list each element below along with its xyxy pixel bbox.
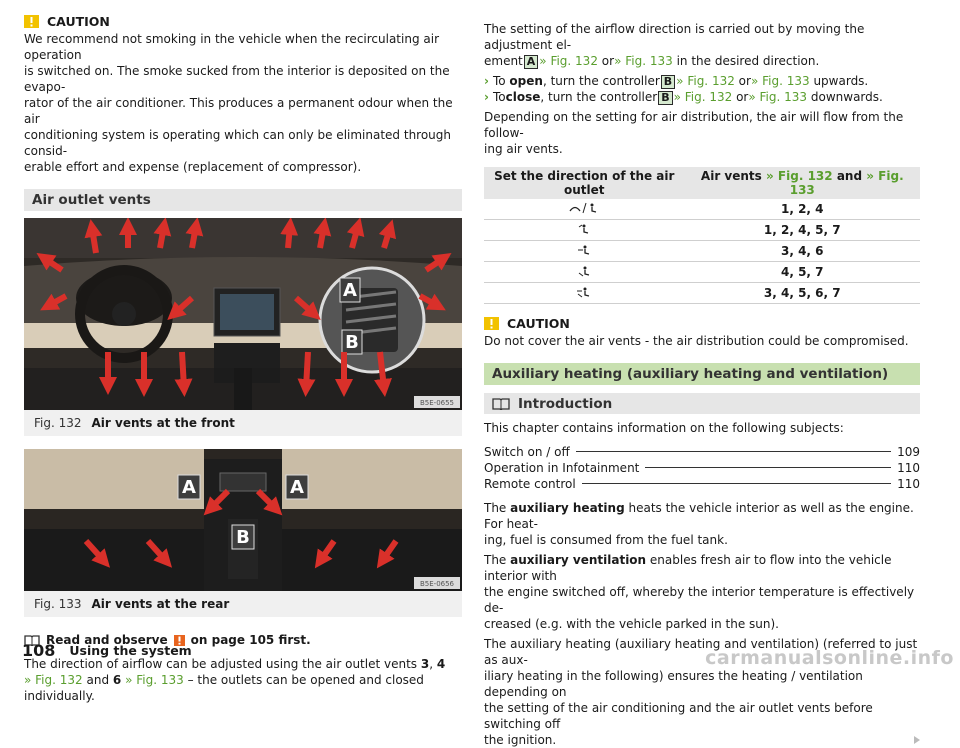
para-text: the engine switched off, whereby the interior temperature is effectively de- <box>484 585 915 615</box>
para-text: creased (e.g. with the vehicle parked in the sun). <box>484 617 779 631</box>
para-text: iliary heating in the following) ensures the heating / ventilation depending on <box>484 669 863 699</box>
figure-title: Air vents at the rear <box>91 597 230 611</box>
watermark: carmanualsonline.info <box>705 647 954 669</box>
warning-icon <box>484 317 499 330</box>
toc-page: 110 <box>897 477 920 491</box>
para-text: or <box>601 54 615 68</box>
rear-vents-illustration <box>24 449 462 591</box>
footwell-icon <box>484 262 685 283</box>
para-text: or <box>738 74 751 88</box>
table-row <box>484 283 920 304</box>
bold-term: open <box>509 74 543 88</box>
para-text: downwards. <box>810 90 883 104</box>
toc-entry[interactable] <box>484 444 920 460</box>
vent-list: 4, 5, 7 <box>685 262 920 283</box>
book-icon <box>492 397 510 410</box>
para-text: To <box>492 90 506 104</box>
vent-list: 1, 2, 4 <box>685 199 920 220</box>
bold-term: auxiliary heating <box>510 501 625 515</box>
section-title: Air outlet vents <box>32 192 151 208</box>
svg-text:B: B <box>236 527 250 548</box>
svg-text:A: A <box>343 280 357 301</box>
toc-label: Operation in Infotainment <box>484 461 640 475</box>
fig-link[interactable]: » Fig. 132 <box>766 169 833 183</box>
table-row <box>484 220 920 241</box>
caution-title: CAUTION <box>507 316 570 331</box>
para-text: , turn the controller <box>540 90 658 104</box>
element-B-label: B <box>658 91 672 105</box>
page-footer <box>22 641 192 660</box>
table-row <box>484 262 920 283</box>
para-text: The setting of the airflow direction is carried out by moving the adjustment el- <box>484 22 865 52</box>
distribution-paragraph <box>484 109 920 157</box>
table-header-direction <box>484 167 685 199</box>
figure-132-caption <box>24 410 462 436</box>
vent-number: 6 <box>112 673 122 687</box>
caution-text: Do not cover the air vents - the air distribution could be compromised. <box>484 334 909 348</box>
bullet-arrow-icon: › <box>484 90 489 104</box>
para-text: the ignition. <box>484 733 557 747</box>
toc-entry[interactable] <box>484 476 920 492</box>
fig-link[interactable]: » Fig. 133 <box>125 673 184 687</box>
para-text: The direction of airflow can be adjusted using the air outlet vents <box>24 657 418 671</box>
bullet-close <box>484 89 920 105</box>
para-text: or <box>736 90 749 104</box>
windscreen-icon <box>484 220 685 241</box>
caution-line: is switched on. The smoke sucked from the interior is deposited on the evapo- <box>24 64 450 94</box>
para-text: the setting of the air conditioning and the air outlet vents before switching off <box>484 701 873 731</box>
auto-icon <box>484 283 685 304</box>
page-number: 108 <box>22 641 56 660</box>
read-observe-text: Read and observe <box>46 633 168 647</box>
section-name: Using the system <box>69 643 192 658</box>
header-line: Set the direction of the air <box>494 169 675 183</box>
element-B-label: B <box>661 75 675 89</box>
intro-header <box>484 393 920 414</box>
toc-page: 110 <box>897 461 920 475</box>
toc <box>484 444 920 492</box>
aux-ventilation-paragraph <box>484 552 920 632</box>
vent-list: 1, 2, 4, 5, 7 <box>685 220 920 241</box>
svg-text:A: A <box>290 477 304 498</box>
figure-132 <box>24 218 462 436</box>
figure-number: Fig. 133 <box>34 597 82 611</box>
section-title: Auxiliary heating (auxiliary heating and ventilation) <box>492 366 889 382</box>
figure-number: Fig. 132 <box>34 416 82 430</box>
fig-link[interactable]: » Fig. 132 <box>539 54 598 68</box>
figure-code: B5E-0655 <box>419 399 455 407</box>
aux-heating-paragraph <box>484 500 920 548</box>
air-vents-table <box>484 167 920 304</box>
warning-icon <box>24 15 39 28</box>
para-text: The auxiliary heating (auxiliary heating and ventilation) (referred to just as aux- <box>484 637 918 667</box>
header-text: and <box>836 169 863 183</box>
toc-entry[interactable] <box>484 460 920 476</box>
header-line: outlet <box>564 183 605 197</box>
para-text: in the desired direction. <box>676 54 820 68</box>
windscreen-slash-feet-icon <box>484 199 685 220</box>
fig-link[interactable]: » Fig. 133 <box>614 54 673 68</box>
figure-title: Air vents at the front <box>91 416 235 430</box>
vent-number: 4 <box>436 657 446 671</box>
setting-paragraph <box>484 21 920 69</box>
section-header-auxiliary-heating <box>484 363 920 385</box>
para-text: heats the vehicle interior as well as the engine. For heat- <box>484 501 914 531</box>
para-text: , turn the controller <box>542 74 660 88</box>
caution-text <box>24 31 462 175</box>
fig-link[interactable]: » Fig. 132 <box>24 673 83 687</box>
caution-heading <box>24 14 462 29</box>
para-text: enables fresh air to flow into the vehicle interior with <box>484 553 892 583</box>
intro-text: This chapter contains information on the following subjects: <box>484 421 844 435</box>
left-column <box>24 0 462 704</box>
element-A-label: A <box>524 55 539 69</box>
caution-line: rator of the air conditioner. This produces a permanent odour when the air <box>24 96 453 126</box>
section-header-air-outlet-vents <box>24 189 462 211</box>
caution-line: erable effort and expense (replacement of compressor). <box>24 160 362 174</box>
caution-line: conditioning system is operating which can only be eliminated through consid- <box>24 128 452 158</box>
bullet-open <box>484 73 920 89</box>
header-text: Air vents <box>700 169 762 183</box>
para-text: The <box>484 553 507 567</box>
figure-code: B5E-0656 <box>419 580 455 588</box>
toc-page: 109 <box>897 445 920 459</box>
table-header-vents <box>685 167 920 199</box>
toc-label: Switch on / off <box>484 445 570 459</box>
fig-link[interactable]: » Fig. 133 <box>789 169 904 197</box>
figure-133 <box>24 449 462 617</box>
table-row <box>484 199 920 220</box>
svg-text:B: B <box>345 332 359 353</box>
fig-link[interactable]: » Fig. 133 <box>750 74 810 88</box>
toc-label: Remote control <box>484 477 576 491</box>
para-text: , <box>429 657 434 671</box>
para-text: ing, fuel is consumed from the fuel tank. <box>484 533 728 547</box>
vent-list: 3, 4, 5, 6, 7 <box>685 283 920 304</box>
front-vents-illustration <box>24 218 462 410</box>
fig-link[interactable]: » Fig. 132 <box>676 74 735 88</box>
bullet-list <box>484 73 920 105</box>
caution-line: We recommend not smoking in the vehicle when the recirculating air operation <box>24 32 440 62</box>
bold-term: auxiliary ventilation <box>510 553 647 567</box>
continue-arrow-icon <box>914 736 920 744</box>
svg-text:A: A <box>182 477 196 498</box>
para-text: and <box>86 673 110 687</box>
para-text: ement <box>484 54 523 68</box>
airflow-paragraph <box>24 656 462 704</box>
bold-term: close <box>505 90 541 104</box>
para-text: upwards. <box>813 74 869 88</box>
bullet-arrow-icon: › <box>484 74 489 88</box>
para-text: The <box>484 501 507 515</box>
fig-link[interactable]: » Fig. 132 <box>673 90 733 104</box>
vent-number: 3 <box>420 657 430 671</box>
caution-title: CAUTION <box>47 14 110 29</box>
table-row <box>484 241 920 262</box>
fig-link[interactable]: » Fig. 133 <box>748 90 808 104</box>
para-text: ing air vents. <box>484 142 563 156</box>
intro-title: Introduction <box>518 395 613 412</box>
right-column <box>484 0 920 748</box>
upper-body-icon <box>484 241 685 262</box>
caution-heading <box>484 316 920 331</box>
para-text: To <box>492 74 506 88</box>
para-text: Depending on the setting for air distribution, the air will flow from the follow- <box>484 110 904 140</box>
vent-list: 3, 4, 6 <box>685 241 920 262</box>
read-observe-page[interactable]: on page 105 first. <box>190 633 311 647</box>
para-text: – the outlets can be opened and closed individually. <box>24 673 424 703</box>
figure-133-caption <box>24 591 462 617</box>
